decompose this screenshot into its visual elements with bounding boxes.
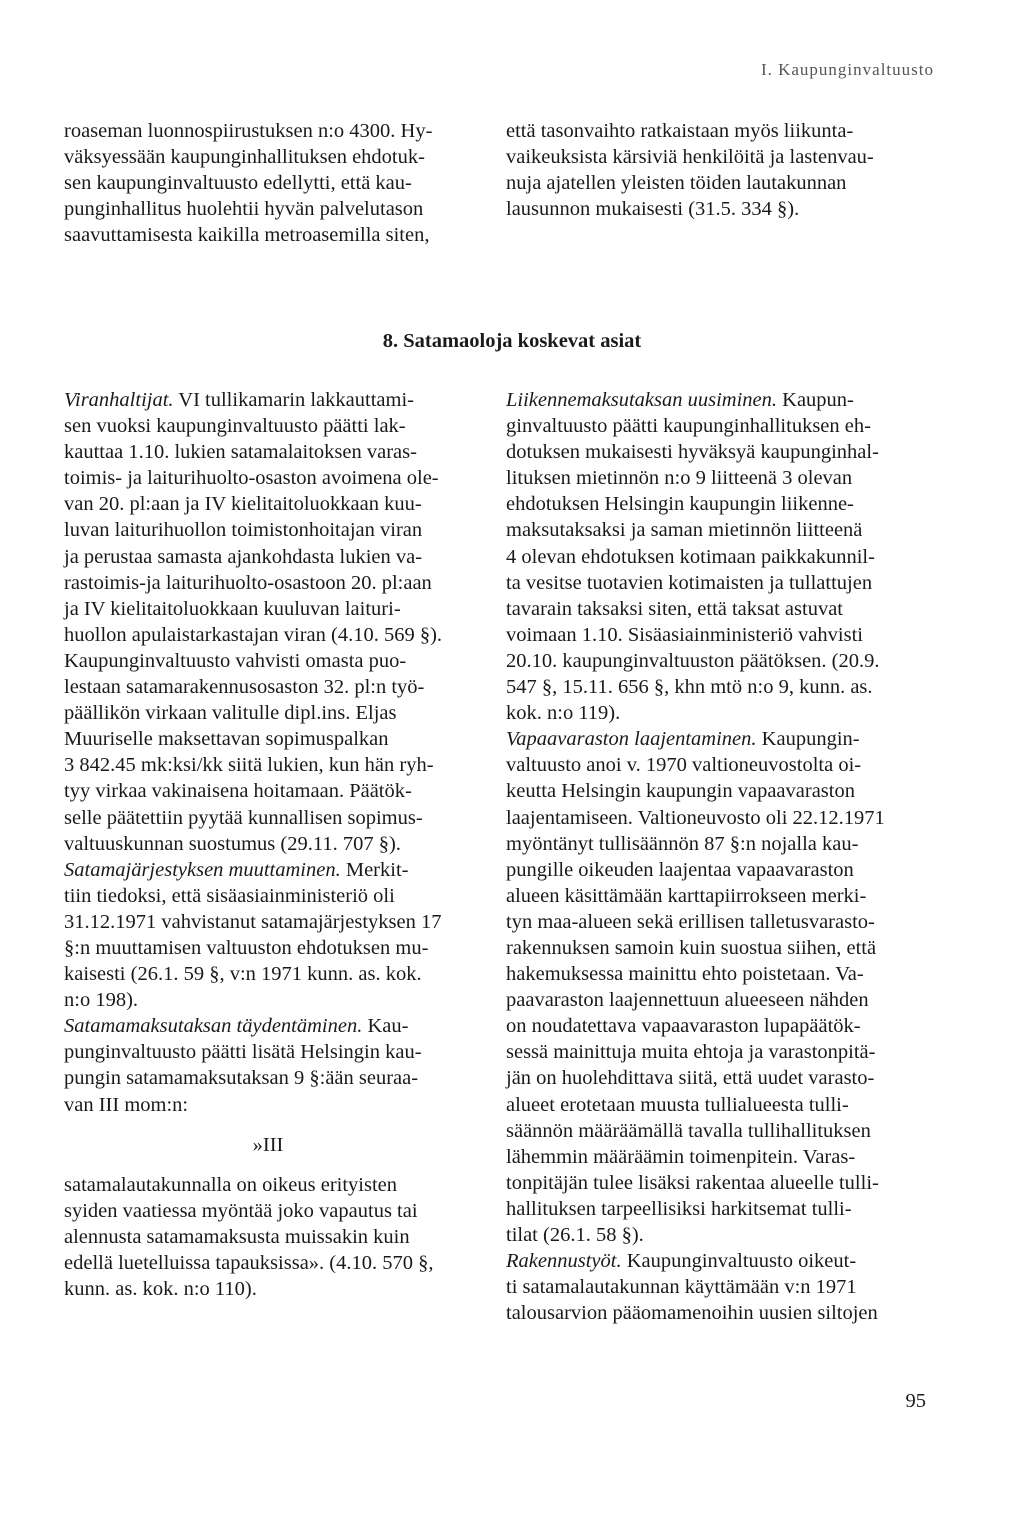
liikennemaksutaksa-first-line: Liikennemaksutaksan uusiminen. Kaupun-: [506, 389, 854, 411]
text-line: paavaraston laajennettuun alueeseen nähden: [506, 989, 869, 1012]
text-line: tavarain taksaksi siten, että taksat astuvat: [506, 597, 843, 620]
text-line: roaseman luonnospiirustuksen n:o 4300. Hy-: [64, 120, 433, 142]
text-line: punginvaltuusto päätti lisätä Helsingin kau-: [64, 1041, 422, 1064]
text-line: kunn. as. kok. n:o 110).: [64, 1278, 257, 1301]
text-line: dotuksen mukaisesti hyväksyä kaupunginhal-: [506, 441, 879, 464]
text-line: alennusta satamamaksusta muissakin kuin: [64, 1225, 410, 1248]
text-line: satamalautakunnalla on oikeus erityisten: [64, 1173, 398, 1196]
text-line: alueen käsittämään karttapiirrokseen merki-: [506, 884, 867, 907]
section-heading: 8. Satamaoloja koskevat asiat: [382, 330, 642, 352]
text-line: tiin tiedoksi, että sisäasiainministeriö oli: [64, 884, 395, 907]
viranhaltijat-title: Viranhaltijat.: [64, 389, 174, 411]
text-line: n:o 198).: [64, 989, 139, 1012]
text-line: lausunnon mukaisesti (31.5. 334 §).: [506, 198, 800, 221]
text-line: hallituksen tarpeellisiksi harkitsemat tulli-: [506, 1197, 852, 1220]
text-line: sen kaupunginvaltuusto edellytti, että kau-: [64, 172, 412, 195]
satamamaksutaksa-first-line: Satamamaksutaksan täydentäminen. Kau-: [64, 1015, 409, 1038]
liikennemaksutaksa-title: Liikennemaksutaksan uusiminen.: [506, 389, 778, 411]
right-column: [506, 387, 914, 1326]
text-line: pungin satamamaksutaksan 9 §:ään seuraa-: [64, 1067, 419, 1090]
text-line: on noudatettava vapaavaraston lupapäätök-: [506, 1015, 861, 1038]
text-line: kok. n:o 119).: [506, 702, 621, 725]
quote-section-mark: »III: [252, 1133, 284, 1156]
text-line: toimis- ja laiturihuolto-osaston avoimena ole-: [64, 467, 439, 490]
vapaavarasto-first-line: Vapaavaraston laajentaminen. Kaupungin-: [506, 728, 860, 751]
text-line: lituksen mietinnön n:o 9 liitteenä 3 olevan: [506, 467, 853, 490]
text-line: huollon apulaistarkastajan viran (4.10. 569 §).: [64, 623, 443, 646]
text-line: luvan laiturihuollon toimistonhoitajan viran: [64, 519, 423, 542]
text-line: 4 olevan ehdotuksen kotimaan paikkakunnil-: [506, 545, 875, 568]
top-left-column: [64, 118, 472, 248]
rakennustyot-first-line: Rakennustyöt. Kaupunginvaltuusto oikeut-: [506, 1250, 857, 1273]
text-line: ginvaltuusto päätti kaupunginhallituksen eh-: [506, 415, 871, 438]
text-line: valtuuskunnan suostumus (29.11. 707 §).: [64, 832, 401, 855]
text-line: jän on huolehdittava siitä, että uudet varasto-: [506, 1067, 875, 1090]
text-line: Kaupunginvaltuusto vahvisti omasta puo-: [64, 649, 407, 672]
text-line: rakennuksen samoin kuin suostua siihen, että: [506, 936, 877, 959]
text-line: van III mom:n:: [64, 1093, 189, 1116]
text-line: vaikeuksista kärsiviä henkilöitä ja lastenvau-: [506, 146, 874, 169]
text-line: laajentamiseen. Valtioneuvosto oli 22.12.1971: [506, 806, 885, 829]
text-line: maksutaksaksi ja saman mietinnön liitteenä: [506, 519, 863, 542]
text-line: Muuriselle maksettavan sopimuspalkan: [64, 728, 389, 751]
running-header: I. Kaupunginvaltuusto: [760, 60, 934, 79]
text-line: selle päätettiin pyytää kunnallisen sopimus-: [64, 806, 423, 829]
text-line: alueet erotetaan muusta tullialueesta tulli-: [506, 1093, 849, 1116]
text-line: saavuttamisesta kaikilla metroasemilla siten,: [64, 224, 430, 247]
vapaavarasto-title: Vapaavaraston laajentaminen.: [506, 728, 757, 751]
text-line: ja IV kielitaitoluokkaan kuuluvan laituri-: [64, 597, 401, 620]
text-line: talousarvion pääomamenoihin uusien siltojen: [506, 1302, 878, 1325]
text-line: ja perustaa samasta ajankohdasta lukien va-: [64, 545, 423, 568]
text-line: valtuusto anoi v. 1970 valtioneuvostolta oi-: [506, 754, 862, 777]
page-number: 95: [905, 1390, 926, 1412]
text-line: hakemuksessa mainittu ehto poistetaan. Va-: [506, 963, 864, 986]
text-line: syiden vaatiessa myöntää joko vapautus tai: [64, 1199, 418, 1222]
text-line: että tasonvaihto ratkaistaan myös liikunta-: [506, 120, 854, 142]
text-line: lestaan satamarakennusosaston 32. pl:n työ-: [64, 676, 425, 699]
text-line: voimaan 1.10. Sisäasiainministeriö vahvisti: [506, 623, 863, 646]
text-line: punginhallitus huolehtii hyvän palvelutason: [64, 198, 424, 221]
text-line: van 20. pl:aan ja IV kielitaitoluokkaan kuu-: [64, 493, 422, 516]
text-line: tilat (26.1. 58 §).: [506, 1224, 644, 1246]
top-right-column: [506, 118, 914, 222]
text-line: kauttaa 1.10. lukien satamalaitoksen varas-: [64, 441, 417, 464]
text-line: päällikön virkaan valitulle dipl.ins. Eljas: [64, 702, 397, 725]
viranhaltijat-first-line: Viranhaltijat. VI tullikamarin lakkauttami-: [64, 389, 414, 411]
text-line: pungille oikeuden laajentaa vapaavaraston: [506, 858, 854, 881]
text-line: väksyessään kaupunginhallituksen ehdotuk-: [64, 146, 425, 169]
satamajarjestys-title: Satamajärjestyksen muuttaminen.: [64, 858, 341, 881]
text-line: 547 §, 15.11. 656 §, khn mtö n:o 9, kunn. as.: [506, 676, 873, 699]
text-line: sessä mainittuja muita ehtoja ja varastonpitä-: [506, 1041, 876, 1064]
text-line: ehdotuksen Helsingin kaupungin liikenne-: [506, 493, 854, 516]
text-line: tyy virkaa vakinaisena hoitamaan. Päätök-: [64, 780, 412, 803]
text-line: sen vuoksi kaupunginvaltuusto päätti lak-: [64, 415, 406, 438]
text-line: tyn maa-alueen sekä erillisen talletusvarasto-: [506, 910, 875, 933]
text-line: keutta Helsingin kaupungin vapaavaraston: [506, 780, 855, 803]
left-column: [64, 387, 472, 1302]
text-line: kaisesti (26.1. 59 §, v:n 1971 kunn. as. kok.: [64, 963, 422, 986]
text-line: edellä luetelluissa tapauksissa». (4.10. 570 §,: [64, 1252, 434, 1274]
text-line: ta vesitse tuotavien kotimaisten ja tullattujen: [506, 571, 873, 594]
text-line: 3 842.45 mk:ksi/kk siitä lukien, kun hän ryh-: [64, 754, 434, 777]
text-line: tonpitäjän tulee lisäksi rakentaa alueelle tulli-: [506, 1171, 879, 1194]
text-line: nuja ajatellen yleisten töiden lautakunnan: [506, 172, 847, 195]
text-line: myöntänyt tullisäännön 87 §:n nojalla kau-: [506, 832, 859, 855]
text-line: 31.12.1971 vahvistanut satamajärjestyksen 17: [64, 910, 442, 933]
satamamaksutaksa-title: Satamamaksutaksan täydentäminen.: [64, 1015, 363, 1038]
text-line: rastoimis-ja laiturihuolto-osastoon 20. pl:aan: [64, 571, 432, 594]
text-line: ti satamalautakunnan käyttämään v:n 1971: [506, 1276, 857, 1299]
rakennustyot-title: Rakennustyöt.: [506, 1250, 622, 1273]
text-line: 20.10. kaupunginvaltuuston päätöksen. (20.9.: [506, 649, 880, 672]
text-line: lähemmin määräämin toimenpitein. Varas-: [506, 1145, 856, 1168]
satamajarjestys-first-line: Satamajärjestyksen muuttaminen. Merkit-: [64, 858, 409, 881]
text-line: säännön määräämällä tavalla tullihallituksen: [506, 1119, 871, 1142]
text-line: §:n muuttamisen valtuuston ehdotuksen mu-: [64, 936, 429, 959]
